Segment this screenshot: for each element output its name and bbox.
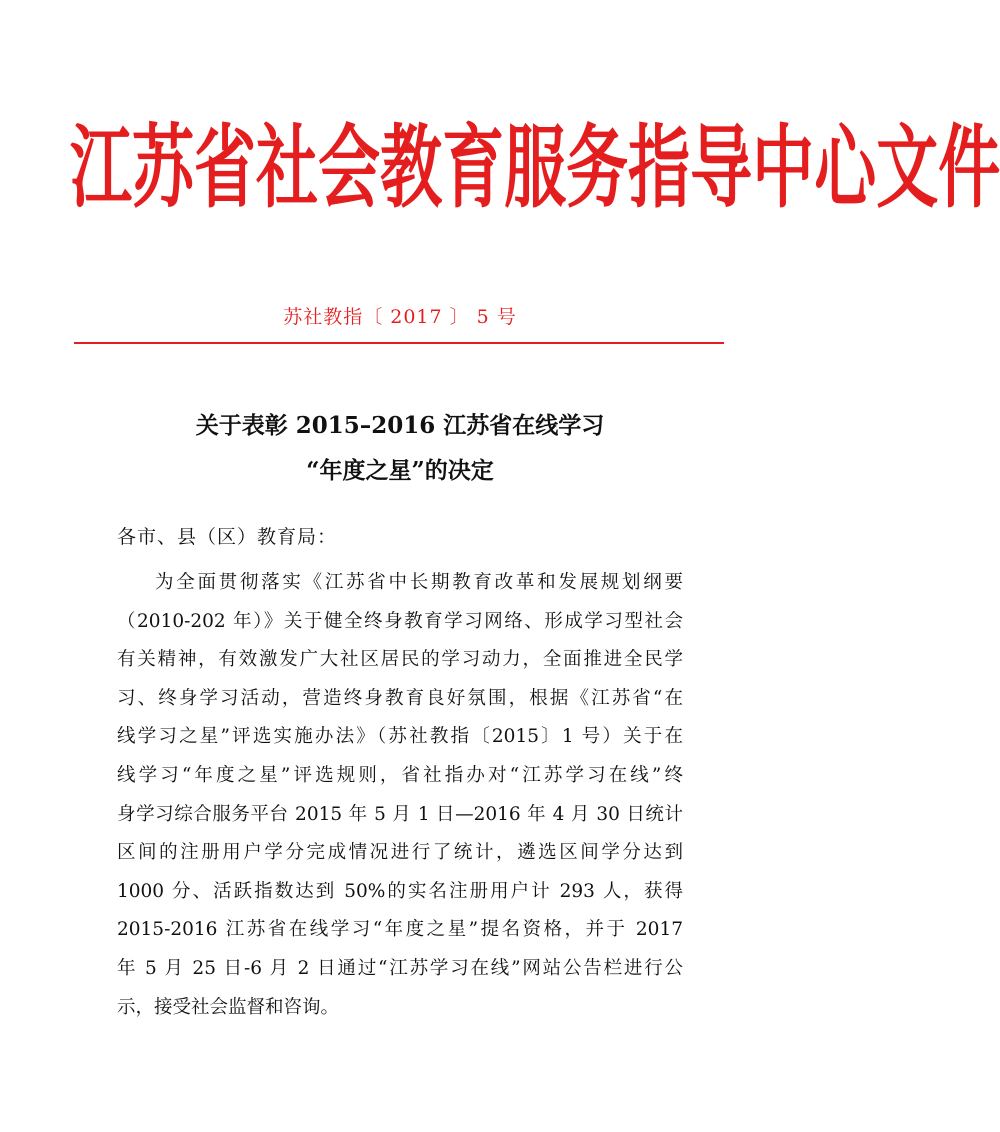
body-line: 线学习之星”评选实施办法》（苏社教指〔2015〕1 号）关于在 xyxy=(117,726,683,748)
masthead-char: 省 xyxy=(194,114,257,221)
masthead-char: 务 xyxy=(566,114,629,221)
body-line: 线学习“年度之星”评选规则，省社指办对“江苏学习在线”终 xyxy=(117,764,683,786)
masthead-char: 心 xyxy=(814,114,877,221)
body-line: （2010-202 年）》关于健全终身教育学习网络、形成学习型社会 xyxy=(117,610,683,632)
body-line: 示，接受社会监督和咨询。 xyxy=(117,996,340,1018)
document-number: 苏社教指〔 2017 〕 5 号 xyxy=(283,306,517,328)
salutation: 各市、县（区）教育局： xyxy=(117,526,338,548)
masthead-char: 社 xyxy=(256,114,319,221)
masthead-char: 育 xyxy=(442,114,505,221)
body-line: 2015-2016 江苏省在线学习“年度之星”提名资格，并于 2017 xyxy=(117,919,683,941)
masthead-char: 中 xyxy=(752,114,815,221)
masthead-char: 服 xyxy=(504,114,567,221)
masthead-char: 指 xyxy=(628,114,691,221)
document-title-line-1: 关于表彰 2015–2016 江苏省在线学习 xyxy=(195,412,605,439)
masthead-char: 件 xyxy=(938,114,1000,221)
masthead-char: 会 xyxy=(318,114,381,221)
document-title-line-2: “年度之星”的决定 xyxy=(306,457,494,484)
document-masthead xyxy=(70,114,1000,221)
body-line: 年 5 月 25 日-6 月 2 日通过“江苏学习在线”网站公告栏进行公 xyxy=(117,957,683,979)
masthead-char: 苏 xyxy=(132,114,195,221)
body-line: 1000 分、活跃指数达到 50%的实名注册用户计 293 人，获得 xyxy=(117,880,683,902)
body-line: 习、终身学习活动，营造终身教育良好氛围，根据《江苏省“在 xyxy=(117,687,683,709)
red-divider-line xyxy=(74,342,724,344)
masthead-char: 教 xyxy=(380,114,443,221)
masthead-char: 导 xyxy=(690,114,753,221)
masthead-char: 江 xyxy=(70,114,133,221)
body-paragraph xyxy=(117,564,683,1027)
body-line: 身学习综合服务平台 2015 年 5 月 1 日—2016 年 4 月 30 日统计 xyxy=(117,803,683,825)
masthead-char: 文 xyxy=(876,114,939,221)
body-line: 为全面贯彻落实《江苏省中长期教育改革和发展规划纲要 xyxy=(155,572,683,593)
body-line: 有关精神，有效激发广大社区居民的学习动力，全面推进全民学 xyxy=(117,649,683,671)
body-line: 区间的注册用户学分完成情况进行了统计，遴选区间学分达到 xyxy=(117,842,683,864)
